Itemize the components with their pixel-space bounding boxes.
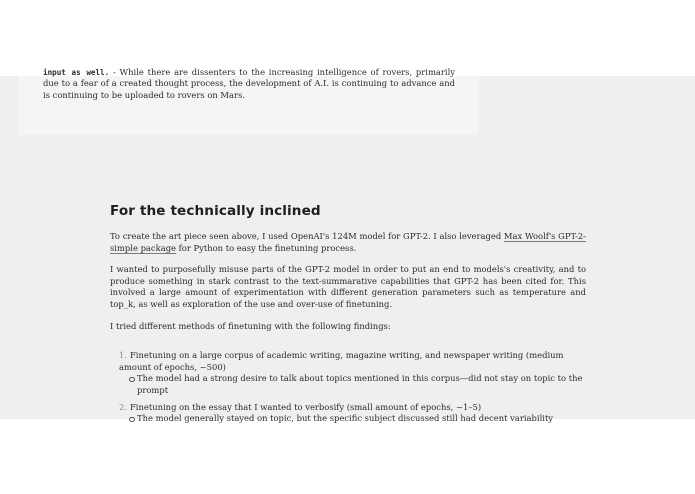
methods-paragraph: I tried different methods of finetuning with the following findings: xyxy=(110,320,391,331)
finding-sublist xyxy=(119,373,586,396)
excerpt-card xyxy=(18,67,479,135)
gpt2-simple-link[interactable]: Max Woolf's GPT-2-simple package xyxy=(110,231,586,253)
technical-section xyxy=(110,201,586,425)
excerpt-code: input as well. xyxy=(43,68,110,77)
intro-text-after: for Python to easy the finetuning process. xyxy=(176,242,357,253)
intro-paragraph xyxy=(110,231,586,254)
finding-number: 2. xyxy=(119,401,127,412)
excerpt-paragraph xyxy=(43,67,455,101)
circle-bullet-icon xyxy=(129,377,135,383)
findings-list xyxy=(110,350,586,425)
finding-number: 1. xyxy=(119,350,127,361)
finding-subtext: The model generally stayed on topic, but the specific subject discussed still had decent variability xyxy=(137,413,554,424)
purpose-paragraph: I wanted to purposefully misuse parts of the GPT-2 model in order to put an end to models's creativity, and to produce something in stark contrast to the text-summarative capabilities that GPT-2 has been cited for. This involved a large amount of experimentation with different generation parameters such as temperature and top_k, as well as exploration of the use and over-use of finetuning. xyxy=(110,264,586,309)
section-heading: For the technically inclined xyxy=(110,203,321,219)
excerpt-body: - While there are dissenters to the increasing intelligence of rovers, primarily due to a fear of a created thought process, the development of A.I. is continuing to advance and is continuing to be uploaded to rovers on Mars. xyxy=(43,67,455,100)
finding-subitem xyxy=(129,413,586,425)
finding-item xyxy=(110,402,586,425)
circle-bullet-icon xyxy=(129,417,135,423)
finding-text: Finetuning on the essay that I wanted to verbosify (small amount of epochs, ~1–5) xyxy=(130,401,482,412)
finding-sublist xyxy=(119,413,586,425)
finding-text: Finetuning on a large corpus of academic writing, magazine writing, and newspaper writing (medium amount of epochs, ~500) xyxy=(119,350,564,372)
finding-item xyxy=(110,350,586,396)
finding-subitem xyxy=(129,373,586,396)
intro-text-before: To create the art piece seen above, I used OpenAI's 124M model for GPT-2. I also leveraged xyxy=(110,231,504,241)
finding-subtext: The model had a strong desire to talk about topics mentioned in this corpus—did not stay on topic to the prompt xyxy=(137,373,583,395)
